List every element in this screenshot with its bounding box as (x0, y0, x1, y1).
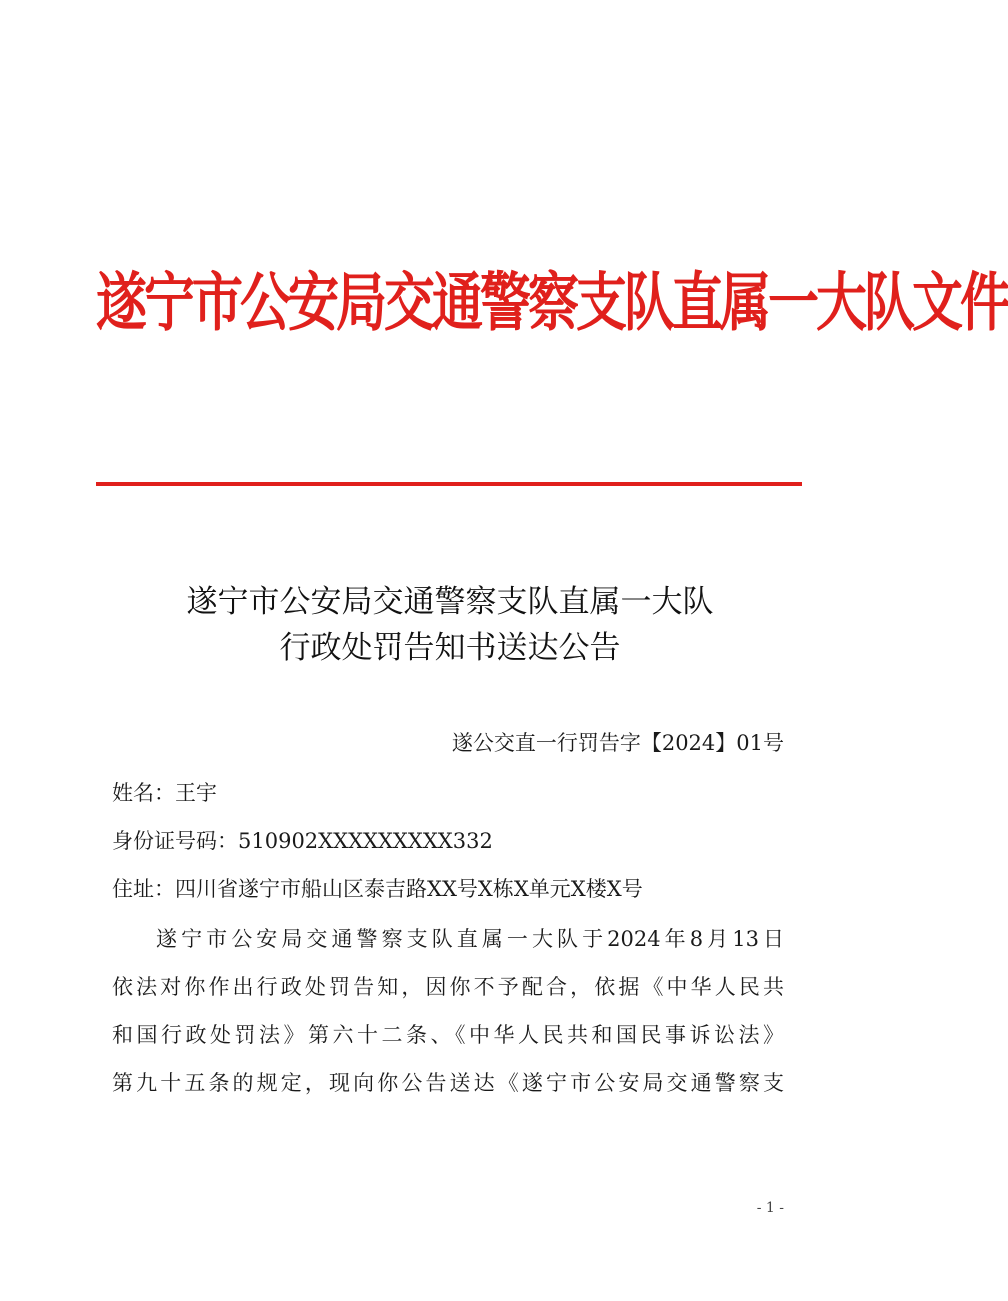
body-text-line: 依法对你作出行政处罚告知，因你不予配合，依据《中华人民共 (112, 975, 784, 999)
body-text-line: 第九十五条的规定，现向你公告送达《遂宁市公安局交通警察支 (112, 1071, 784, 1095)
page-number: - 1 - (756, 1200, 784, 1216)
document-number: 遂公交直一行罚告字【2024】01号 (451, 731, 784, 755)
body-text-line: 和国行政处罚法》第六十二条、《中华人民共和国民事诉讼法》 (112, 1023, 784, 1047)
body-text-line: 遂宁市公安局交通警察支队直属一大队于2024年8月13日 (156, 927, 784, 951)
red-separator-line (96, 482, 802, 486)
name-field: 姓名：王宇 (112, 781, 217, 805)
notice-title-line-2: 行政处罚告知书送达公告 (279, 630, 621, 666)
id-number-field: 身份证号码：510902XXXXXXXXX332 (112, 829, 493, 853)
address-field: 住址：四川省遂宁市船山区泰吉路XX号X栋X单元X楼X号 (112, 877, 643, 901)
document-masthead: 遂宁市公安局交通警察支队直属一大队文件 (96, 265, 1008, 341)
notice-title-line-1: 遂宁市公安局交通警察支队直属一大队 (186, 584, 714, 620)
